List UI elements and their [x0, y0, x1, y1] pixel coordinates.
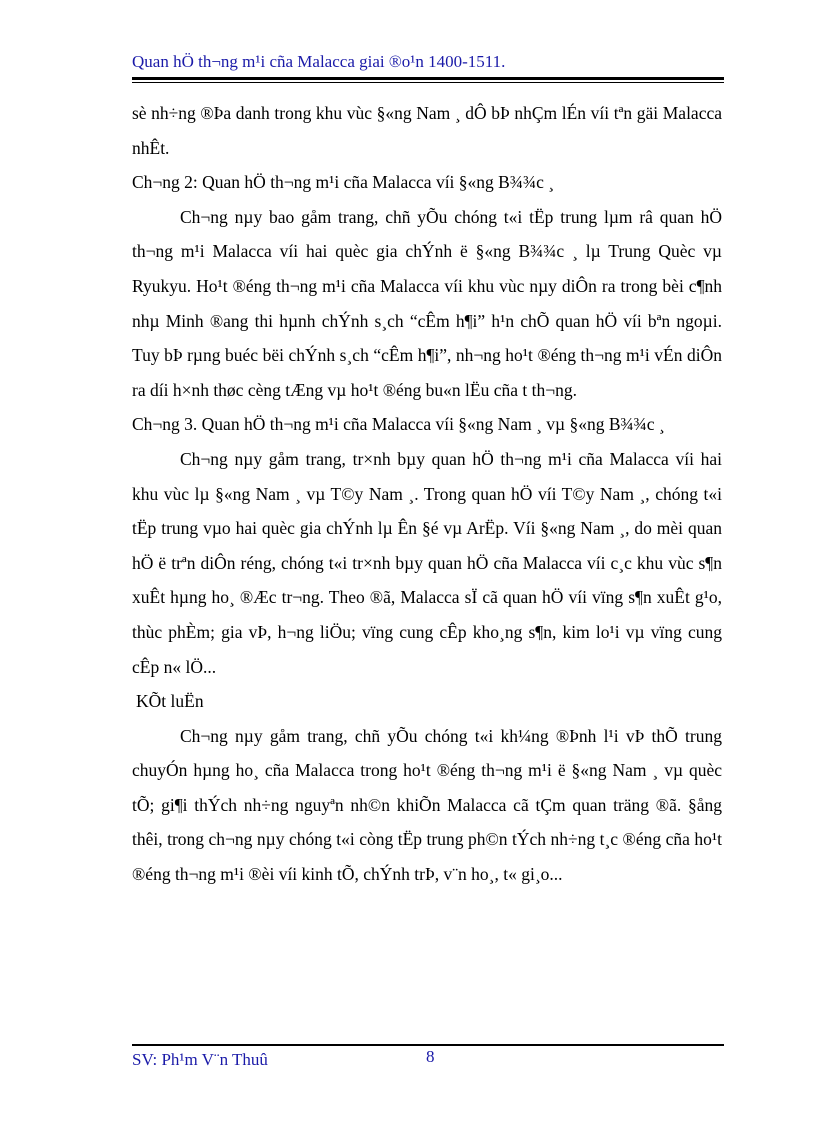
footer-author: SV: Ph¹m V¨n Thuû: [132, 1050, 268, 1069]
footer-rule: [132, 1044, 724, 1046]
conclusion-heading: KÕt luËn: [136, 691, 204, 712]
chapter-3-summary: Ch¬ng nµy gåm trang, tr×nh bµy quan hÖ th¬ng m¹i cña Malacca víi hai khu vùc lµ §«ng Nam ¸ vµ T©y Nam ¸. Trong quan hÖ víi T©y Nam ¸, chóng t«i tËp trung vµo hai quèc gia chÝnh lµ Ên §é vµ ArËp. Víi §«ng Nam ¸, do mèi quan hÖ ë trªn diÔn réng, chóng t«i tr×nh bµy quan hÖ cña Malacca víi c¸c khu vùc s¶n xuÊt hµng ho¸ ®Æc tr¬ng. Theo ®ã, Malacca sÏ cã quan hÖ víi vïng s¶n xuÊt g¹o, thùc phÈm; gia vÞ, h¬ng liÖu; vïng cung cÊp kho¸ng s¶n, kim lo¹i vµ vïng cung cÊp n« lÖ...: [132, 448, 722, 677]
paragraph-continuation: sè nh÷ng ®Þa danh trong khu vùc §«ng Nam ¸ dÔ bÞ nhÇm lÉn víi tªn gäi Malacca nhÊt.: [132, 103, 722, 158]
chapter-2-summary: Ch¬ng nµy bao gåm trang, chñ yÕu chóng t«i tËp trung lµm râ quan hÖ th¬ng m¹i Malacca víi hai quèc gia chÝnh ë §«ng B¾¾c ¸ lµ Trung Quèc vµ Ryukyu. Ho¹t ®éng th¬ng m¹i cña Malacca víi khu vùc nµy diÔn ra trong bèi c¶nh nhµ Minh ®ang thi hµnh chÝnh s¸ch “cÊm h¶i” h¹n chÕ quan hÖ víi bªn ngoµi. Tuy bÞ rµng buéc bëi chÝnh s¸ch “cÊm h¶i”, nh¬ng ho¹t ®éng th¬ng m¹i vÉn diÔn ra díi h×nh thøc cèng tÆng vµ ho¹t ®éng bu«n lËu cña t th¬ng.: [132, 206, 722, 400]
document-body: [132, 96, 722, 892]
header-rule: [132, 77, 724, 83]
page-header-title: Quan hÖ th¬ng m¹i cña Malacca giai ®o¹n 1400-1511.: [132, 52, 506, 71]
chapter-2-heading: Ch¬ng 2: Quan hÖ th¬ng m¹i cña Malacca víi §«ng B¾¾c ¸: [132, 172, 555, 193]
chapter-3-heading: Ch¬ng 3. Quan hÖ th¬ng m¹i cña Malacca víi §«ng Nam ¸ vµ §«ng B¾¾c ¸: [132, 414, 665, 435]
conclusion-summary: Ch¬ng nµy gåm trang, chñ yÕu chóng t«i kh¼ng ®Þnh l¹i vÞ thÕ trung chuyÓn hµng ho¸ cña Malacca trong ho¹t ®éng th¬ng m¹i ë §«ng Nam ¸ vµ quèc tÕ; gi¶i thÝch nh÷ng nguyªn nh©n khiÕn Malacca cã tÇm quan träng ®ã. §ång thêi, trong ch¬ng nµy chóng t«i còng tËp trung ph©n tÝch nh÷ng t¸c ®éng cña ho¹t ®éng th¬ng m¹i ®èi víi kinh tÕ, chÝnh trÞ, v¨n ho¸, t« gi¸o...: [132, 725, 722, 885]
page-number: 8: [426, 1047, 435, 1066]
